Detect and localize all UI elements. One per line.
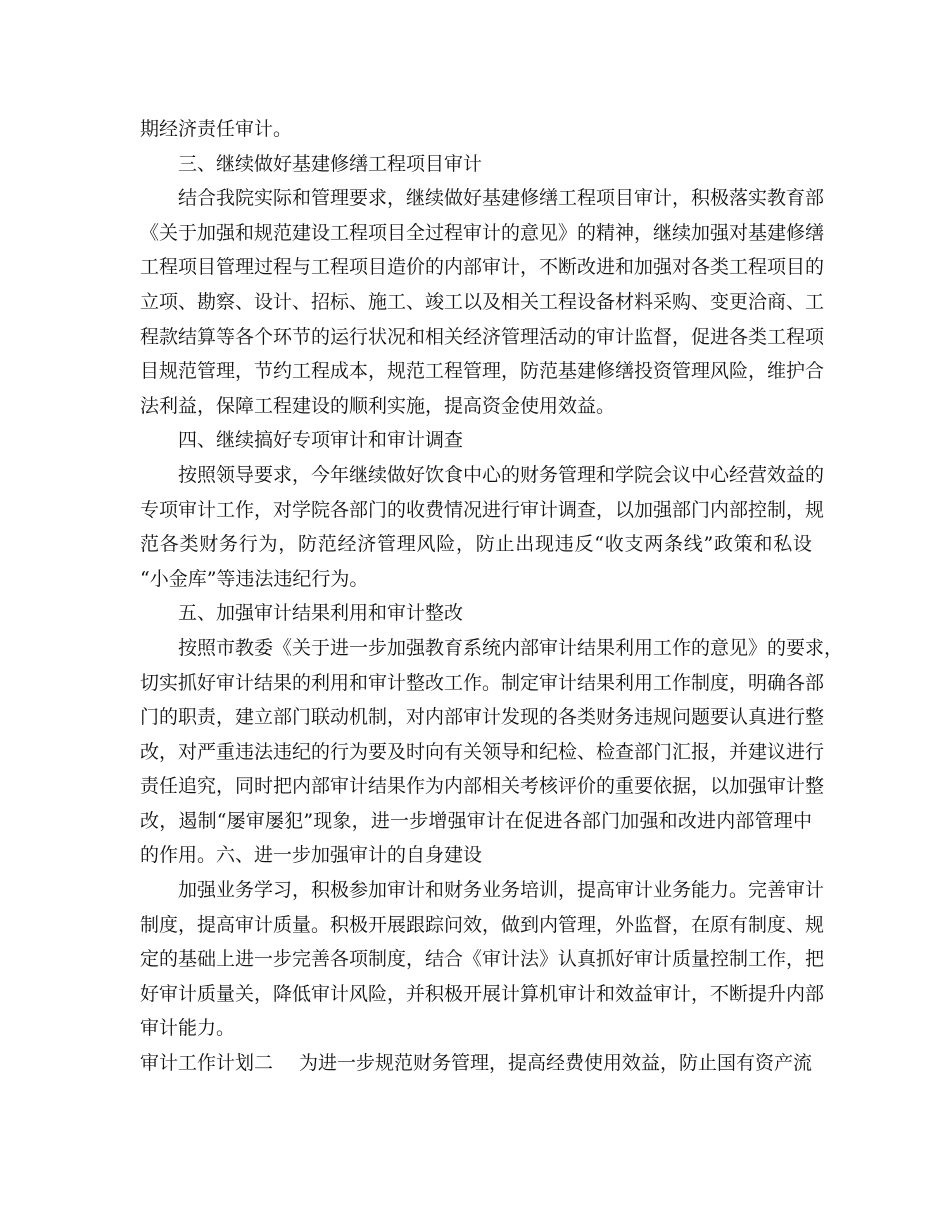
text-line: 按照市教委《关于进一步加强教育系统内部审计结果利用工作的意见》的要求， [178, 636, 844, 659]
document-page [140, 112, 844, 1081]
text-line: 定的基础上进一步完善各项制度，结合《审计法》认真抓好审计质量控制工作，把 [140, 948, 825, 971]
document-final-line [140, 1046, 812, 1081]
text-line: 责任追究，同时把内部审计结果作为内部相关考核评价的重要依据，以加强审计整 [140, 775, 825, 798]
text-line: 四、继续搞好专项审计和审计调查 [178, 429, 464, 452]
text-line: 改，遏制“屡审屡犯”现象，进一步增强审计在促进各部门加强和改进内部管理中 [140, 809, 812, 832]
text-line: 《关于加强和规范建设工程项目全过程审计的意见》的精神，继续加强对基建修缮 [140, 221, 825, 244]
paragraph-start: 为进一步规范财务管理，提高经费使用效益，防止国有资产流 [298, 1052, 812, 1075]
text-line: 结合我院实际和管理要求，继续做好基建修缮工程项目审计，积极落实教育部 [178, 187, 825, 210]
text-line: 制度，提高审计质量。积极开展跟踪问效，做到内管理，外监督，在原有制度、规 [140, 913, 825, 936]
text-line: 按照领导要求，今年继续做好饮食中心的财务管理和学院会议中心经营效益的 [178, 463, 825, 486]
text-line: 法利益，保障工程建设的顺利实施，提高资金使用效益。 [140, 394, 616, 417]
text-line: 的作用。六、进一步加强审计的自身建设 [140, 844, 483, 867]
text-line: 期经济责任审计。 [140, 118, 293, 140]
text-line: 目规范管理，节约工程成本，规范工程管理，防范基建修缮投资管理风险，维护合 [140, 360, 825, 383]
text-line: 立项、勘察、设计、招标、施工、竣工以及相关工程设备材料采购、变更洽商、工 [140, 290, 825, 313]
text-line: 程款结算等各个环节的运行状况和相关经济管理活动的审计监督，促进各类工程项 [140, 325, 825, 348]
text-line: 改，对严重违法违纪的行为要及时向有关领导和纪检、检查部门汇报，并建议进行 [140, 740, 825, 763]
text-line: 门的职责，建立部门联动机制，对内部审计发现的各类财务违规问题要认真进行整 [140, 706, 825, 729]
text-line: 专项审计工作，对学院各部门的收费情况进行审计调查，以加强部门内部控制，规 [140, 498, 825, 521]
text-line: 切实抓好审计结果的利用和审计整改工作。制定审计结果利用工作制度，明确各部 [140, 671, 825, 694]
text-line: “小金库”等违法违纪行为。 [140, 567, 369, 590]
section-heading-plan-two: 审计工作计划二 [140, 1052, 274, 1075]
text-line: 五、加强审计结果利用和审计整改 [178, 602, 464, 625]
text-line: 三、继续做好基建修缮工程项目审计 [178, 152, 483, 175]
document-body [140, 112, 844, 1046]
text-line: 加强业务学习，积极参加审计和财务业务培训，提高审计业务能力。完善审计 [178, 879, 825, 902]
text-line: 工程项目管理过程与工程项目造价的内部审计，不断改进和加强对各类工程项目的 [140, 256, 825, 279]
text-line: 范各类财务行为，防范经济管理风险，防止出现违反“收支两条线”政策和私设 [140, 533, 812, 556]
text-line: 好审计质量关，降低审计风险，并积极开展计算机审计和效益审计，不断提升内部 [140, 982, 825, 1005]
text-line: 审计能力。 [140, 1017, 236, 1040]
